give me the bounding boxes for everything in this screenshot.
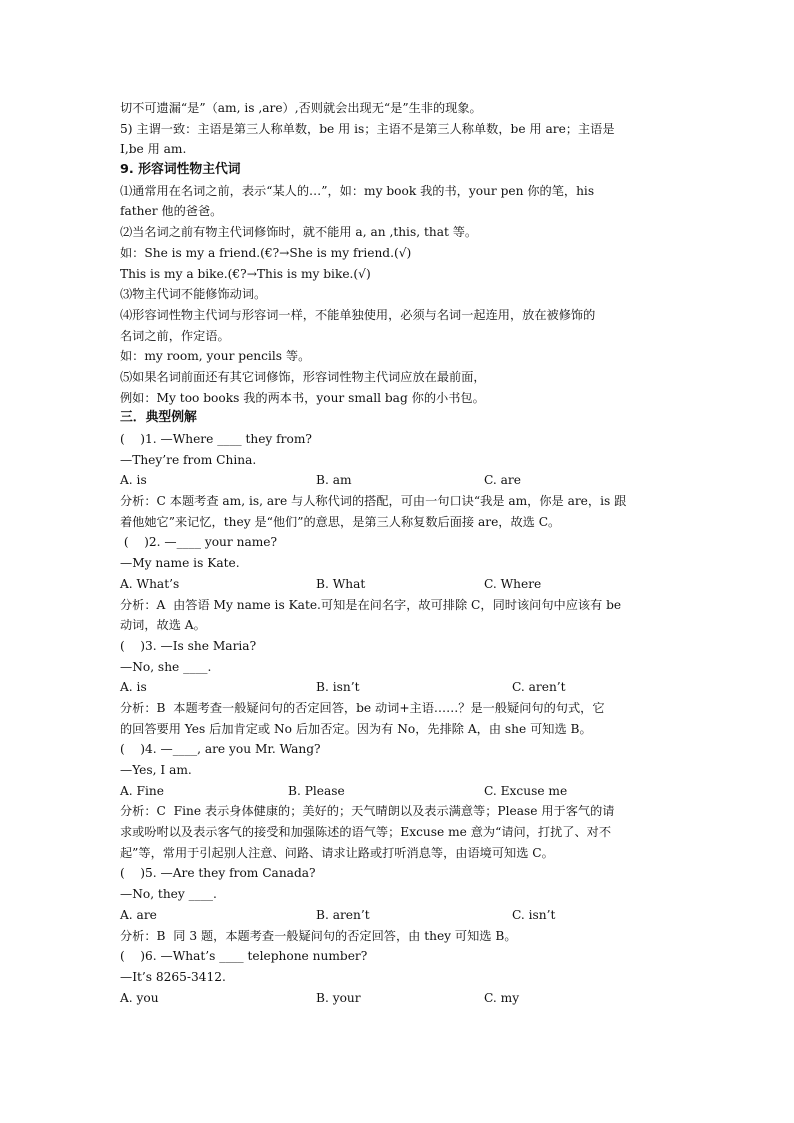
question-stem: ( )6. —What’s ____ telephone number? [120, 949, 368, 964]
option-a: A. What’s [120, 576, 180, 591]
answer-options [120, 905, 680, 926]
answer-options [120, 574, 680, 595]
option-b: B. What [316, 576, 366, 591]
answer-options [120, 781, 680, 802]
text-line: ⑴通常用在名词之前，表示“某人的…”，如：my book 我的书，your pen 你的笔，his [120, 183, 595, 198]
text-line: I,be 用 am. [120, 142, 187, 157]
section-heading-examples: 三．典型例解 [120, 410, 197, 426]
analysis-line: 分析：B 同 3 题，本题考查一般疑问句的否定回答，由 they 可知选 B。 [120, 928, 517, 943]
analysis-line: 分析：A 由答语 My name is Kate.可知是在问名字，故可排除 C，同时该问句中应该有 be [120, 597, 622, 612]
analysis-line: 着他她它”来记忆，they 是“他们”的意思，是第三人称复数后面接 are，故选 C。 [120, 514, 561, 529]
text-line: father 他的爸爸。 [120, 204, 223, 219]
section-heading-9: 9. 形容词性物主代词 [120, 162, 241, 178]
example-line: 如：my room, your pencils 等。 [120, 349, 311, 364]
option-b: B. Please [288, 783, 345, 798]
text-line: ⑷形容词性物主代词与形容词一样，不能单独使用，必须与名词一起连用，放在被修饰的 [120, 307, 596, 322]
analysis-line: 分析：C Fine 表示身体健康的；美好的；天气晴朗以及表示满意等；Please 用于客气的请 [120, 804, 615, 819]
option-c: C. Excuse me [484, 783, 568, 798]
question-response: —No, they ____. [120, 887, 217, 902]
text-line: ⑸如果名词前面还有其它词修饰，形容词性物主代词应放在最前面， [120, 369, 486, 384]
text-line: ⑵当名词之前有物主代词修饰时，就不能用 a, an ,this, that 等。 [120, 225, 478, 240]
option-b: B. your [316, 990, 361, 1005]
question-response: —They’re from China. [120, 452, 257, 467]
option-c: C. isn’t [512, 907, 556, 922]
text-line: 5) 主谓一致：主语是第三人称单数，be 用 is；主语不是第三人称单数，be 用 are；主语是 [120, 121, 615, 136]
analysis-line: 求或吩咐以及表示客气的接受和加强陈述的语气等；Excuse me 意为“请问，打扰了、对不 [120, 825, 612, 840]
option-c: C. Where [484, 576, 542, 591]
question-stem: ( )3. —Is she Maria? [120, 638, 257, 653]
analysis-line: 的回答要用 Yes 后加肯定或 No 后加否定。因为有 No，先排除 A，由 she 可知选 B。 [120, 721, 592, 736]
answer-options [120, 677, 680, 698]
question-response: —Yes, I am. [120, 763, 192, 777]
question-stem: ( )5. —Are they from Canada? [120, 866, 316, 881]
question-stem: ( )4. —____, are you Mr. Wang? [120, 742, 321, 757]
question-stem: ( )2. —____ your name? [120, 535, 278, 550]
analysis-line: 分析：C 本题考查 am, is, are 与人称代词的搭配，可由一句口诀“我是 am，你是 are，is 跟 [120, 494, 627, 509]
answer-options [120, 470, 680, 491]
question-stem: ( )1. —Where ____ they from? [120, 432, 312, 446]
analysis-line: 分析：B 本题考查一般疑问句的否定回答，be 动词+主语……？是一般疑问句的句式，它 [120, 700, 605, 715]
question-response: —My name is Kate. [120, 556, 240, 571]
example-line: 如：She is my a friend.(€?→She is my friend.(√) [120, 245, 412, 260]
document-body [120, 98, 680, 1008]
option-b: B. am [316, 473, 352, 488]
option-a: A. you [120, 990, 159, 1005]
option-b: B. aren’t [316, 907, 370, 922]
answer-options [120, 988, 680, 1009]
option-b: B. isn’t [316, 680, 360, 695]
analysis-line: 动词，故选 A。 [120, 618, 206, 633]
question-response: —No, she ____. [120, 659, 212, 674]
text-line: 切不可遗漏“是”（am, is ,are）,否则就会出现无“是”生非的现象。 [120, 101, 482, 115]
example-line: 例如：My too books 我的两本书，your small bag 你的小书包。 [120, 390, 485, 405]
analysis-line: 起”等，常用于引起别人注意、问路、请求让路或打听消息等，由语境可知选 C。 [120, 845, 554, 860]
text-line: ⑶物主代词不能修饰动词。 [120, 287, 267, 302]
text-line: 名词之前，作定语。 [120, 328, 230, 343]
option-c: C. my [484, 990, 520, 1005]
question-response: —It’s 8265-3412. [120, 969, 226, 984]
option-a: A. is [120, 473, 147, 488]
option-a: A. is [120, 680, 147, 695]
option-a: A. are [120, 907, 157, 922]
option-a: A. Fine [120, 783, 164, 798]
example-line: This is my a bike.(€?→This is my bike.(√) [120, 266, 371, 281]
option-c: C. aren’t [512, 680, 566, 695]
option-c: C. are [484, 473, 521, 488]
